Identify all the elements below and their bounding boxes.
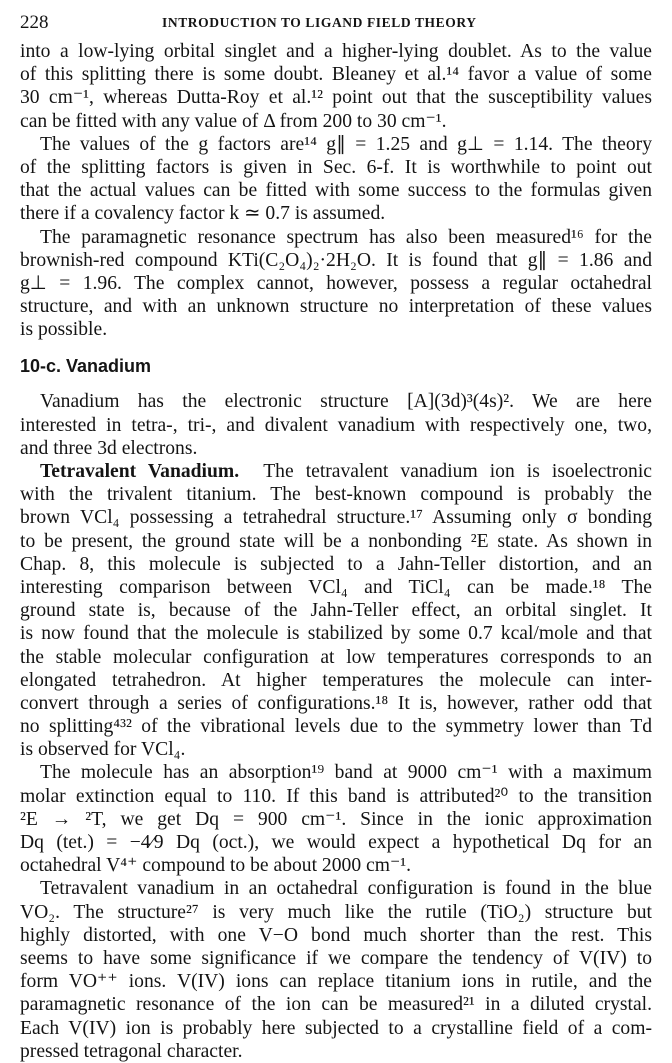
text-line: The molecule has an absorption¹⁹ band at 9000 cm⁻¹ with a maximum <box>40 762 652 784</box>
text-line: highly distorted, with one V−O bond much shorter than the rest. This <box>20 924 652 946</box>
running-header <box>20 12 650 36</box>
text-line: with the trivalent titanium. The best-known compound is probably the <box>20 484 652 506</box>
body-text <box>20 40 652 1063</box>
text-line: form VO⁺⁺ ions. V(IV) ions can replace titanium ions in rutile, and the <box>20 971 652 993</box>
text-line: g⊥ = 1.96. The complex cannot, however, possess a regular octahedral <box>20 272 652 294</box>
text-line: ²E → ²T, we get Dq = 900 cm⁻¹. Since in the ionic approximation <box>20 808 652 830</box>
paragraph <box>20 40 652 133</box>
text-line: of the splitting factors is given in Sec. 6-f. It is worthwhile to point out <box>20 156 652 178</box>
text-line: paramagnetic resonance of the ion can be measured²¹ in a diluted crystal. <box>20 994 652 1016</box>
text-line: The paramagnetic resonance spectrum has also been measured¹⁶ for the <box>40 226 652 248</box>
text-line: there if a covalency factor k ≃ 0.7 is assumed. <box>20 203 386 225</box>
paragraph <box>20 133 652 226</box>
text-line: the stable molecular configuration at low temperatures corresponds to an <box>20 646 652 668</box>
text-line: Tetravalent vanadium in an octahedral configuration is found in the blue <box>40 878 652 900</box>
text-line: pressed tetragonal character. <box>20 1040 243 1062</box>
text-line: molar extinction equal to 110. If this band is attributed²⁰ to the transition <box>20 785 652 807</box>
text-line: is observed for VCl₄. <box>20 739 186 761</box>
text-line: The values of the g factors are¹⁴ g∥ = 1.25 and g⊥ = 1.14. The theory <box>40 133 652 155</box>
paragraph <box>20 460 652 761</box>
section-heading: 10-c. Vanadium <box>20 356 152 377</box>
text-line: is possible. <box>20 319 108 341</box>
text-line: that the actual values can be fitted with some success to the formulas given <box>20 180 652 202</box>
text-line: interested in tetra-, tri-, and divalent vanadium with respectively one, two, <box>20 414 652 436</box>
text-line: VO₂. The structure²⁷ is very much like the rutile (TiO₂) structure but <box>20 901 652 923</box>
text-line: Chap. 8, this molecule is subjected to a Jahn-Teller distortion, and an <box>20 553 652 575</box>
text-line: seems to have some significance if we compare the tendency of V(IV) to <box>20 947 652 969</box>
page-number: 228 <box>20 12 49 33</box>
text-line: interesting comparison between VCl₄ and TiCl₄ can be made.¹⁸ The <box>20 576 652 598</box>
text-line: octahedral V⁴⁺ compound to be about 2000 cm⁻¹. <box>20 855 412 877</box>
run-in-heading: Tetravalent Vanadium. <box>40 461 240 482</box>
text-line: and three 3d electrons. <box>20 437 198 459</box>
text-line: can be fitted with any value of Δ from 200 to 30 cm⁻¹. <box>20 110 447 132</box>
paragraph <box>20 390 652 460</box>
paragraph <box>20 877 652 1063</box>
text-line: Each V(IV) ion is probably here subjected to a crystalline field of a com- <box>20 1017 652 1039</box>
text-line: of this splitting there is some doubt. Bleaney et al.¹⁴ favor a value of some <box>20 64 652 86</box>
text-line: ground state is, because of the Jahn-Teller effect, an orbital singlet. It <box>20 600 652 622</box>
text-line: to be present, the ground state will be a nonbonding ²E state. As shown in <box>20 530 652 552</box>
text-line: into a low-lying orbital singlet and a higher-lying doublet. As to the value <box>20 41 652 62</box>
text-line: brown VCl₄ possessing a tetrahedral structure.¹⁷ Assuming only σ bonding <box>20 507 652 529</box>
running-title: INTRODUCTION TO LIGAND FIELD THEORY <box>162 15 477 30</box>
text-line: Vanadium has the electronic structure [A](3d)³(4s)². We are here <box>40 391 652 413</box>
text-line: is now found that the molecule is stabilized by some 0.7 kcal/mole and that <box>20 623 652 645</box>
text-line: structure, and with an unknown structure no interpretation of these values <box>20 296 652 318</box>
text-line: convert through a series of configurations.¹⁸ It is, however, rather odd that <box>20 692 652 714</box>
paragraph <box>20 761 652 877</box>
text-line: brownish-red compound KTi(C₂O₄)₂·2H₂O. It is found that g∥ = 1.86 and <box>20 249 652 271</box>
text-line: elongated tetrahedron. At higher temperatures the molecule can inter- <box>20 669 652 691</box>
text-line: 30 cm⁻¹, whereas Dutta-Roy et al.¹² point out that the susceptibility values <box>20 87 652 109</box>
text-line: Dq (tet.) = −4⁄9 Dq (oct.), we would expect a hypothetical Dq for an <box>20 832 652 853</box>
text-line: no splitting⁴³² of the vibrational levels due to the symmetry lower than Td <box>20 716 652 738</box>
paragraph <box>20 226 652 342</box>
text-span: The tetravalent vanadium ion is isoelectronic <box>263 461 652 482</box>
text-line <box>20 460 652 483</box>
